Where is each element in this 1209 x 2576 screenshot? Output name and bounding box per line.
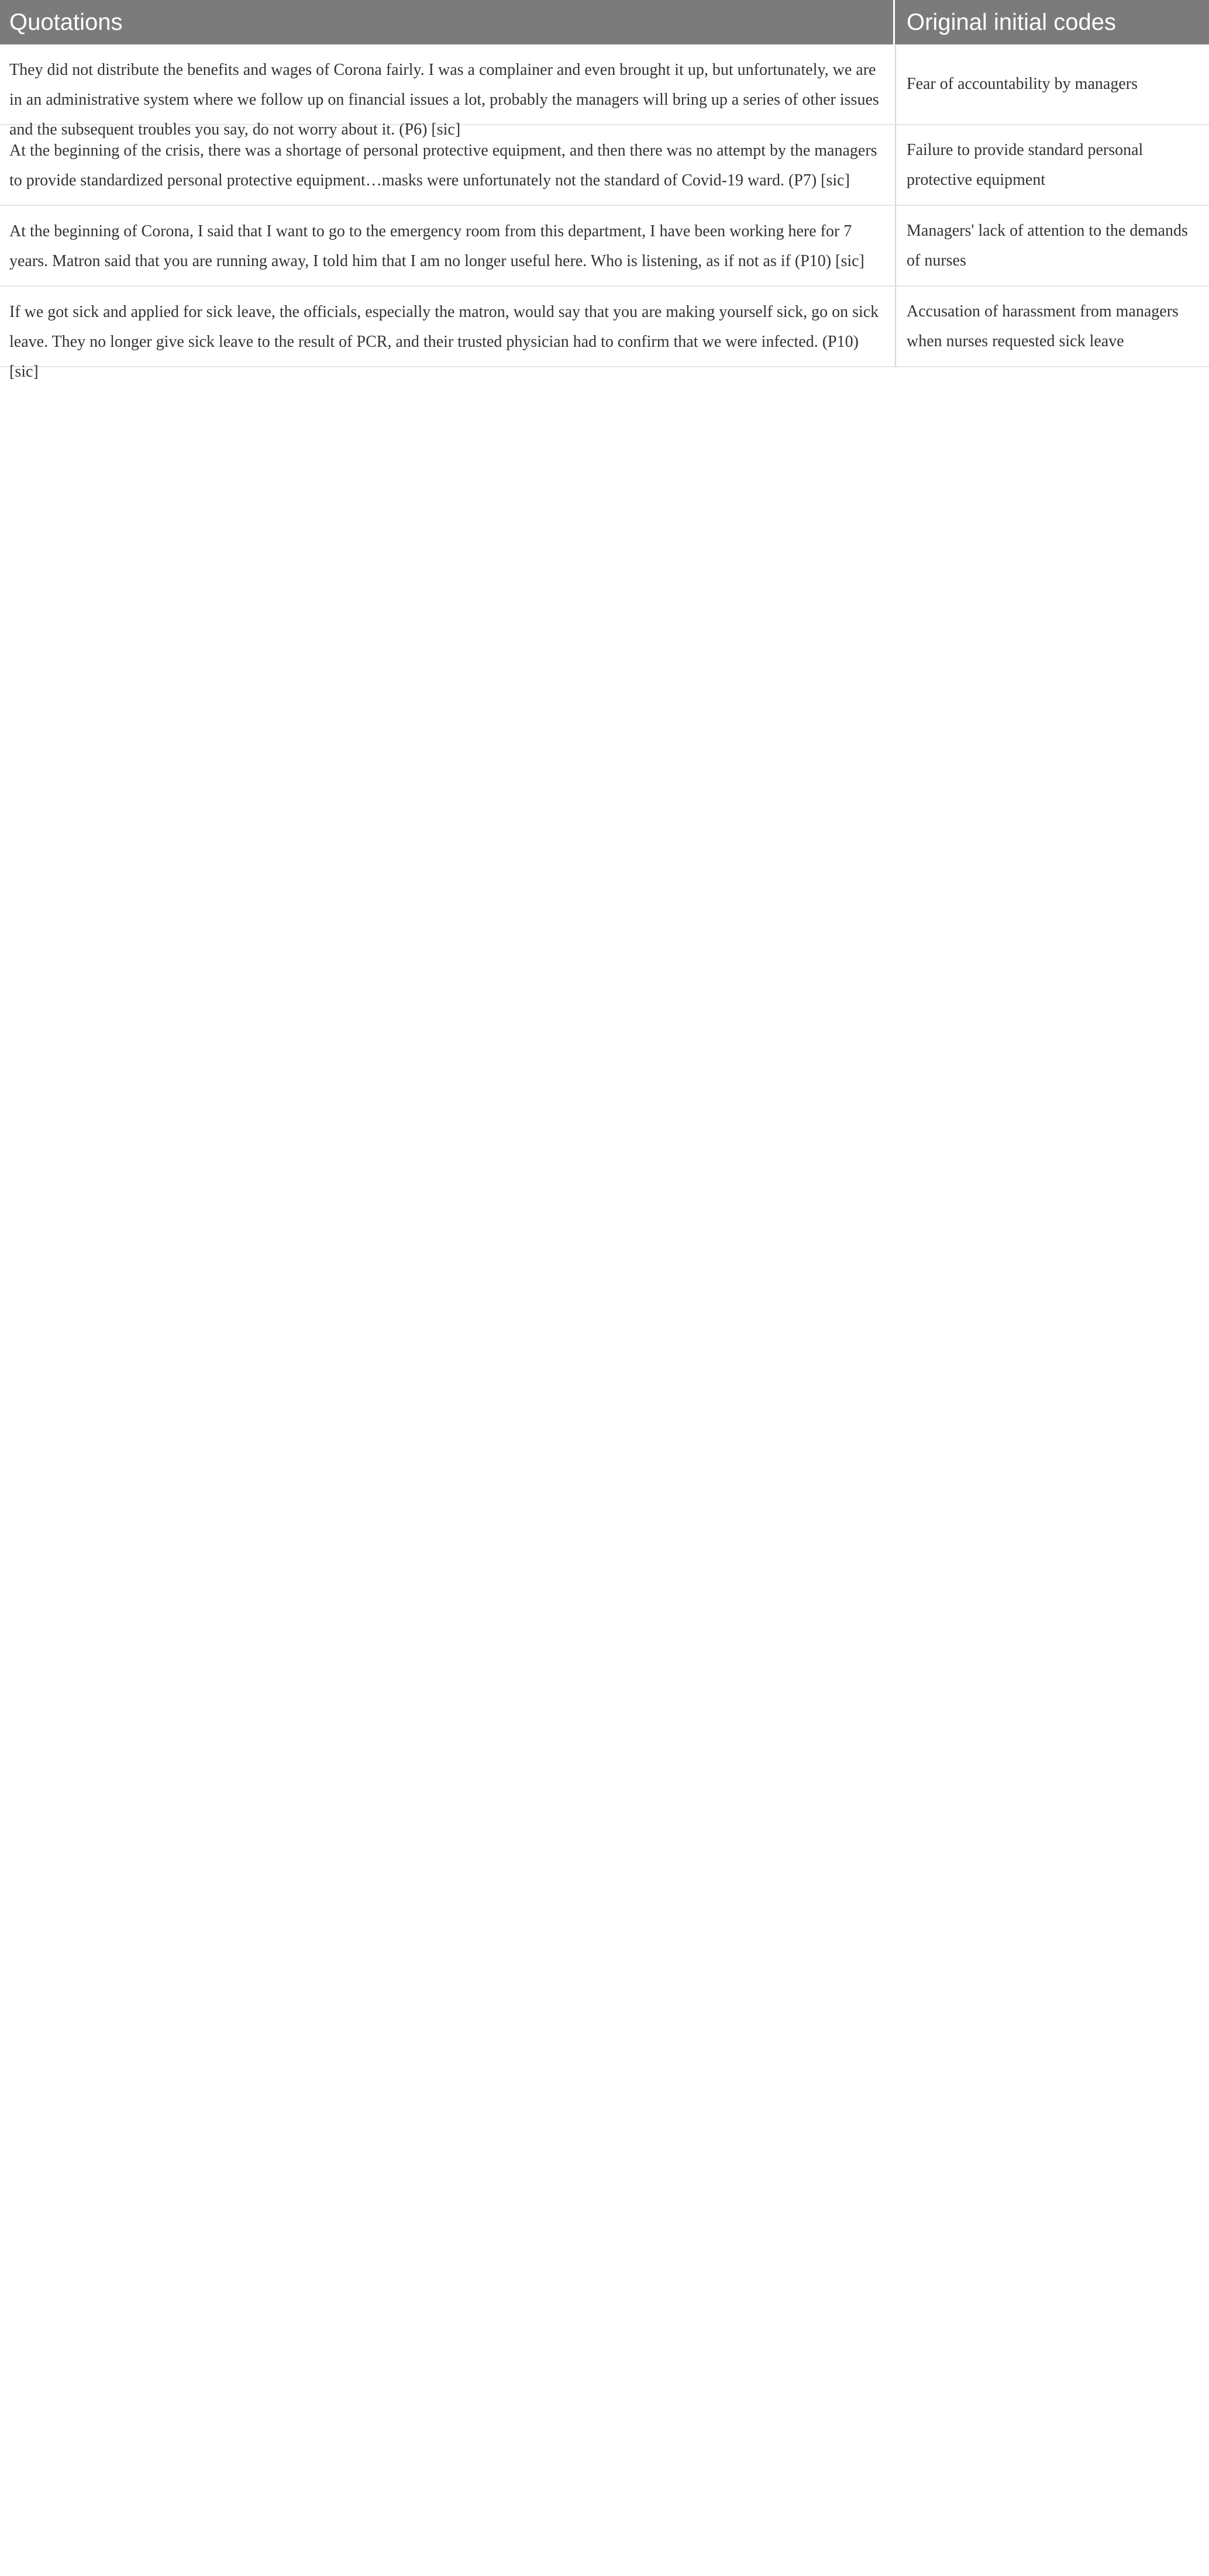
row-4-quotation: If we got sick and applied for sick leave, the officials, especially the matron, would say that you are making yourself sick, go on sick leave. They no longer give sick leave to the result of PCR, and their trusted physician had to confirm that we were infected. (P10) [sic] xyxy=(0,287,895,367)
row-2-quotation: At the beginning of the crisis, there was a shortage of personal protective equipment, and then there was no attempt by the managers to provide standardized personal protective equipment…masks were unfortunately not the standard of Covid-19 ward. (P7) [sic] xyxy=(0,125,895,206)
header-original-initial-codes: Original initial codes xyxy=(895,0,1209,44)
row-2-code: Failure to provide standard personal protective equipment xyxy=(895,125,1209,206)
row-3-quotation: At the beginning of Corona, I said that I want to go to the emergency room from this department, I have been working here for 7 years. Matron said that you are running away, I told him that I am no longer useful here. Who is listening, as if not as if (P10) [sic] xyxy=(0,206,895,287)
header-quotations: Quotations xyxy=(0,0,895,44)
row-1-quotation: They did not distribute the benefits and wages of Corona fairly. I was a complainer and even brought it up, but unfortunately, we are in an administrative system where we follow up on financial issues a lot, probably the managers will bring up a series of other issues and the subsequent troubles you say, do not worry about it. (P6) [sic] xyxy=(0,44,895,125)
row-3-code: Managers' lack of attention to the demands of nurses xyxy=(895,206,1209,287)
row-1-code: Fear of accountability by managers xyxy=(895,44,1209,125)
row-4-code: Accusation of harassment from managers when nurses requested sick leave xyxy=(895,287,1209,367)
